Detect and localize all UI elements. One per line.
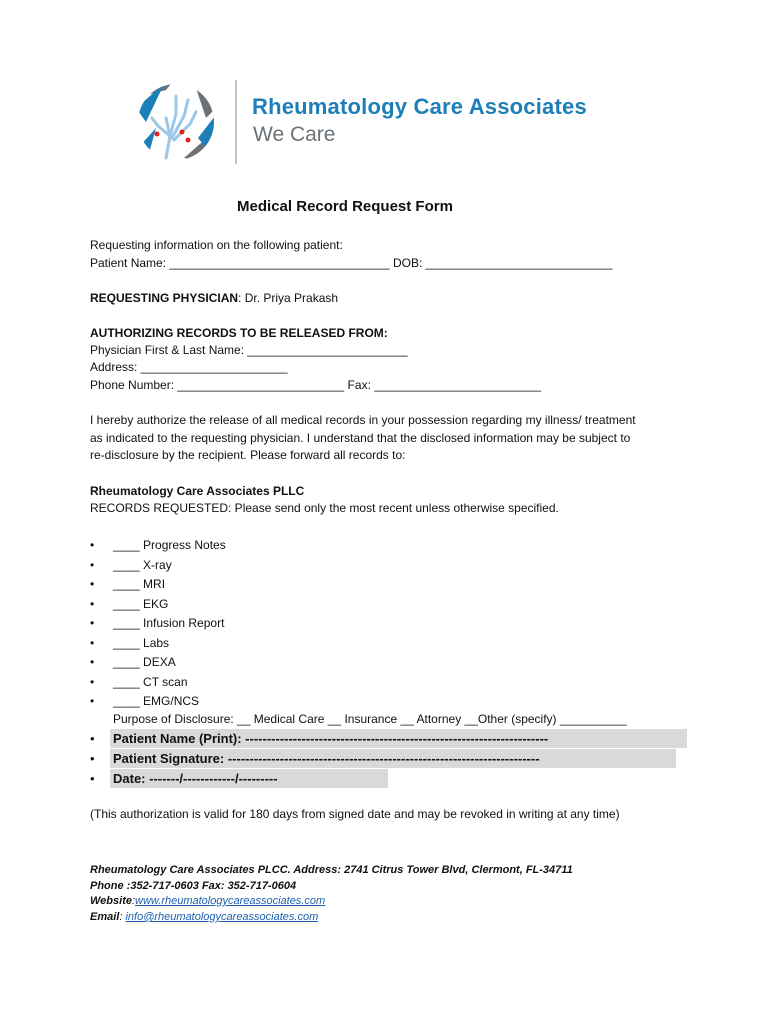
website-label: Website	[90, 895, 132, 907]
record-items-list	[90, 537, 226, 713]
brand-tagline: We Care	[253, 123, 336, 146]
requesting-physician	[90, 290, 338, 307]
website-sep: :	[131, 895, 136, 907]
physician-label: REQUESTING PHYSICIAN	[90, 291, 239, 305]
purpose-of-disclosure: Purpose of Disclosure: __ Medical Care __ Insurance __ Attorney __Other (specify) __________	[113, 712, 627, 726]
release-heading: AUTHORIZING RECORDS TO BE RELEASED FROM:	[90, 326, 388, 340]
intro-text: Requesting information on the following patient:	[90, 238, 343, 252]
release-phone: Phone Number: _________________________ Fax: _________________________	[90, 378, 542, 392]
forward-to: Rheumatology Care Associates PLLC	[90, 484, 305, 498]
footer-phone-fax: Phone :352-717-0603 Fax: 352-717-0604	[90, 880, 297, 892]
auth-line-3: re-disclosure by the recipient. Please forward all records to:	[90, 448, 406, 462]
email-label: Email	[90, 911, 120, 923]
email-link[interactable]: info@rheumatologycareassociates.com	[125, 911, 319, 923]
records-requested: RECORDS REQUESTED: Please send only the most recent unless otherwise specified.	[90, 501, 559, 515]
footer-email	[90, 909, 318, 925]
list-item: • ____ EMG/NCS	[90, 694, 200, 708]
email-sep: :	[119, 911, 126, 923]
auth-line-1: I hereby authorize the release of all medical records in your possession regarding my illness/ treatment	[90, 413, 636, 427]
header-divider	[235, 80, 237, 164]
hand-logo-icon	[136, 78, 222, 166]
list-item: • ____ EKG	[90, 596, 169, 611]
list-item: • ____ Infusion Report	[90, 616, 225, 630]
patient-name-print: • Patient Name (Print): ----------------------------------------------------------------------	[90, 729, 548, 748]
auth-line-2: as indicated to the requesting physician. I understand that the disclosed information may be subject to	[90, 431, 631, 445]
list-item: • ____ DEXA	[90, 655, 176, 669]
patient-signature: • Patient Signature: ------------------------------------------------------------------------	[90, 749, 540, 768]
footer-address: Rheumatology Care Associates PLCC. Address: 2741 Citrus Tower Blvd, Clermont, FL-34711	[90, 864, 573, 876]
list-item: • ____ Labs	[90, 635, 170, 650]
release-physician: Physician First & Last Name: ________________________	[90, 343, 408, 357]
website-link[interactable]: www.rheumatologycareassociates.com	[135, 895, 326, 907]
list-item: • ____ Progress Notes	[90, 538, 226, 552]
release-address: Address: ______________________	[90, 360, 288, 374]
physician-value: : Dr. Priya Prakash	[238, 291, 339, 305]
patient-line: Patient Name: _________________________________ DOB: ____________________________	[90, 256, 613, 270]
date-line: • Date: -------/------------/---------	[90, 769, 278, 788]
form-title: Medical Record Request Form	[237, 198, 453, 215]
list-item: • ____ MRI	[90, 577, 166, 591]
brand-name: Rheumatology Care Associates	[252, 94, 587, 119]
validity-note: (This authorization is valid for 180 days from signed date and may be revoked in writing at any time)	[90, 807, 620, 821]
list-item: • ____ X-ray	[90, 557, 172, 572]
footer-website	[90, 893, 325, 909]
list-item: • ____ CT scan	[90, 674, 188, 689]
